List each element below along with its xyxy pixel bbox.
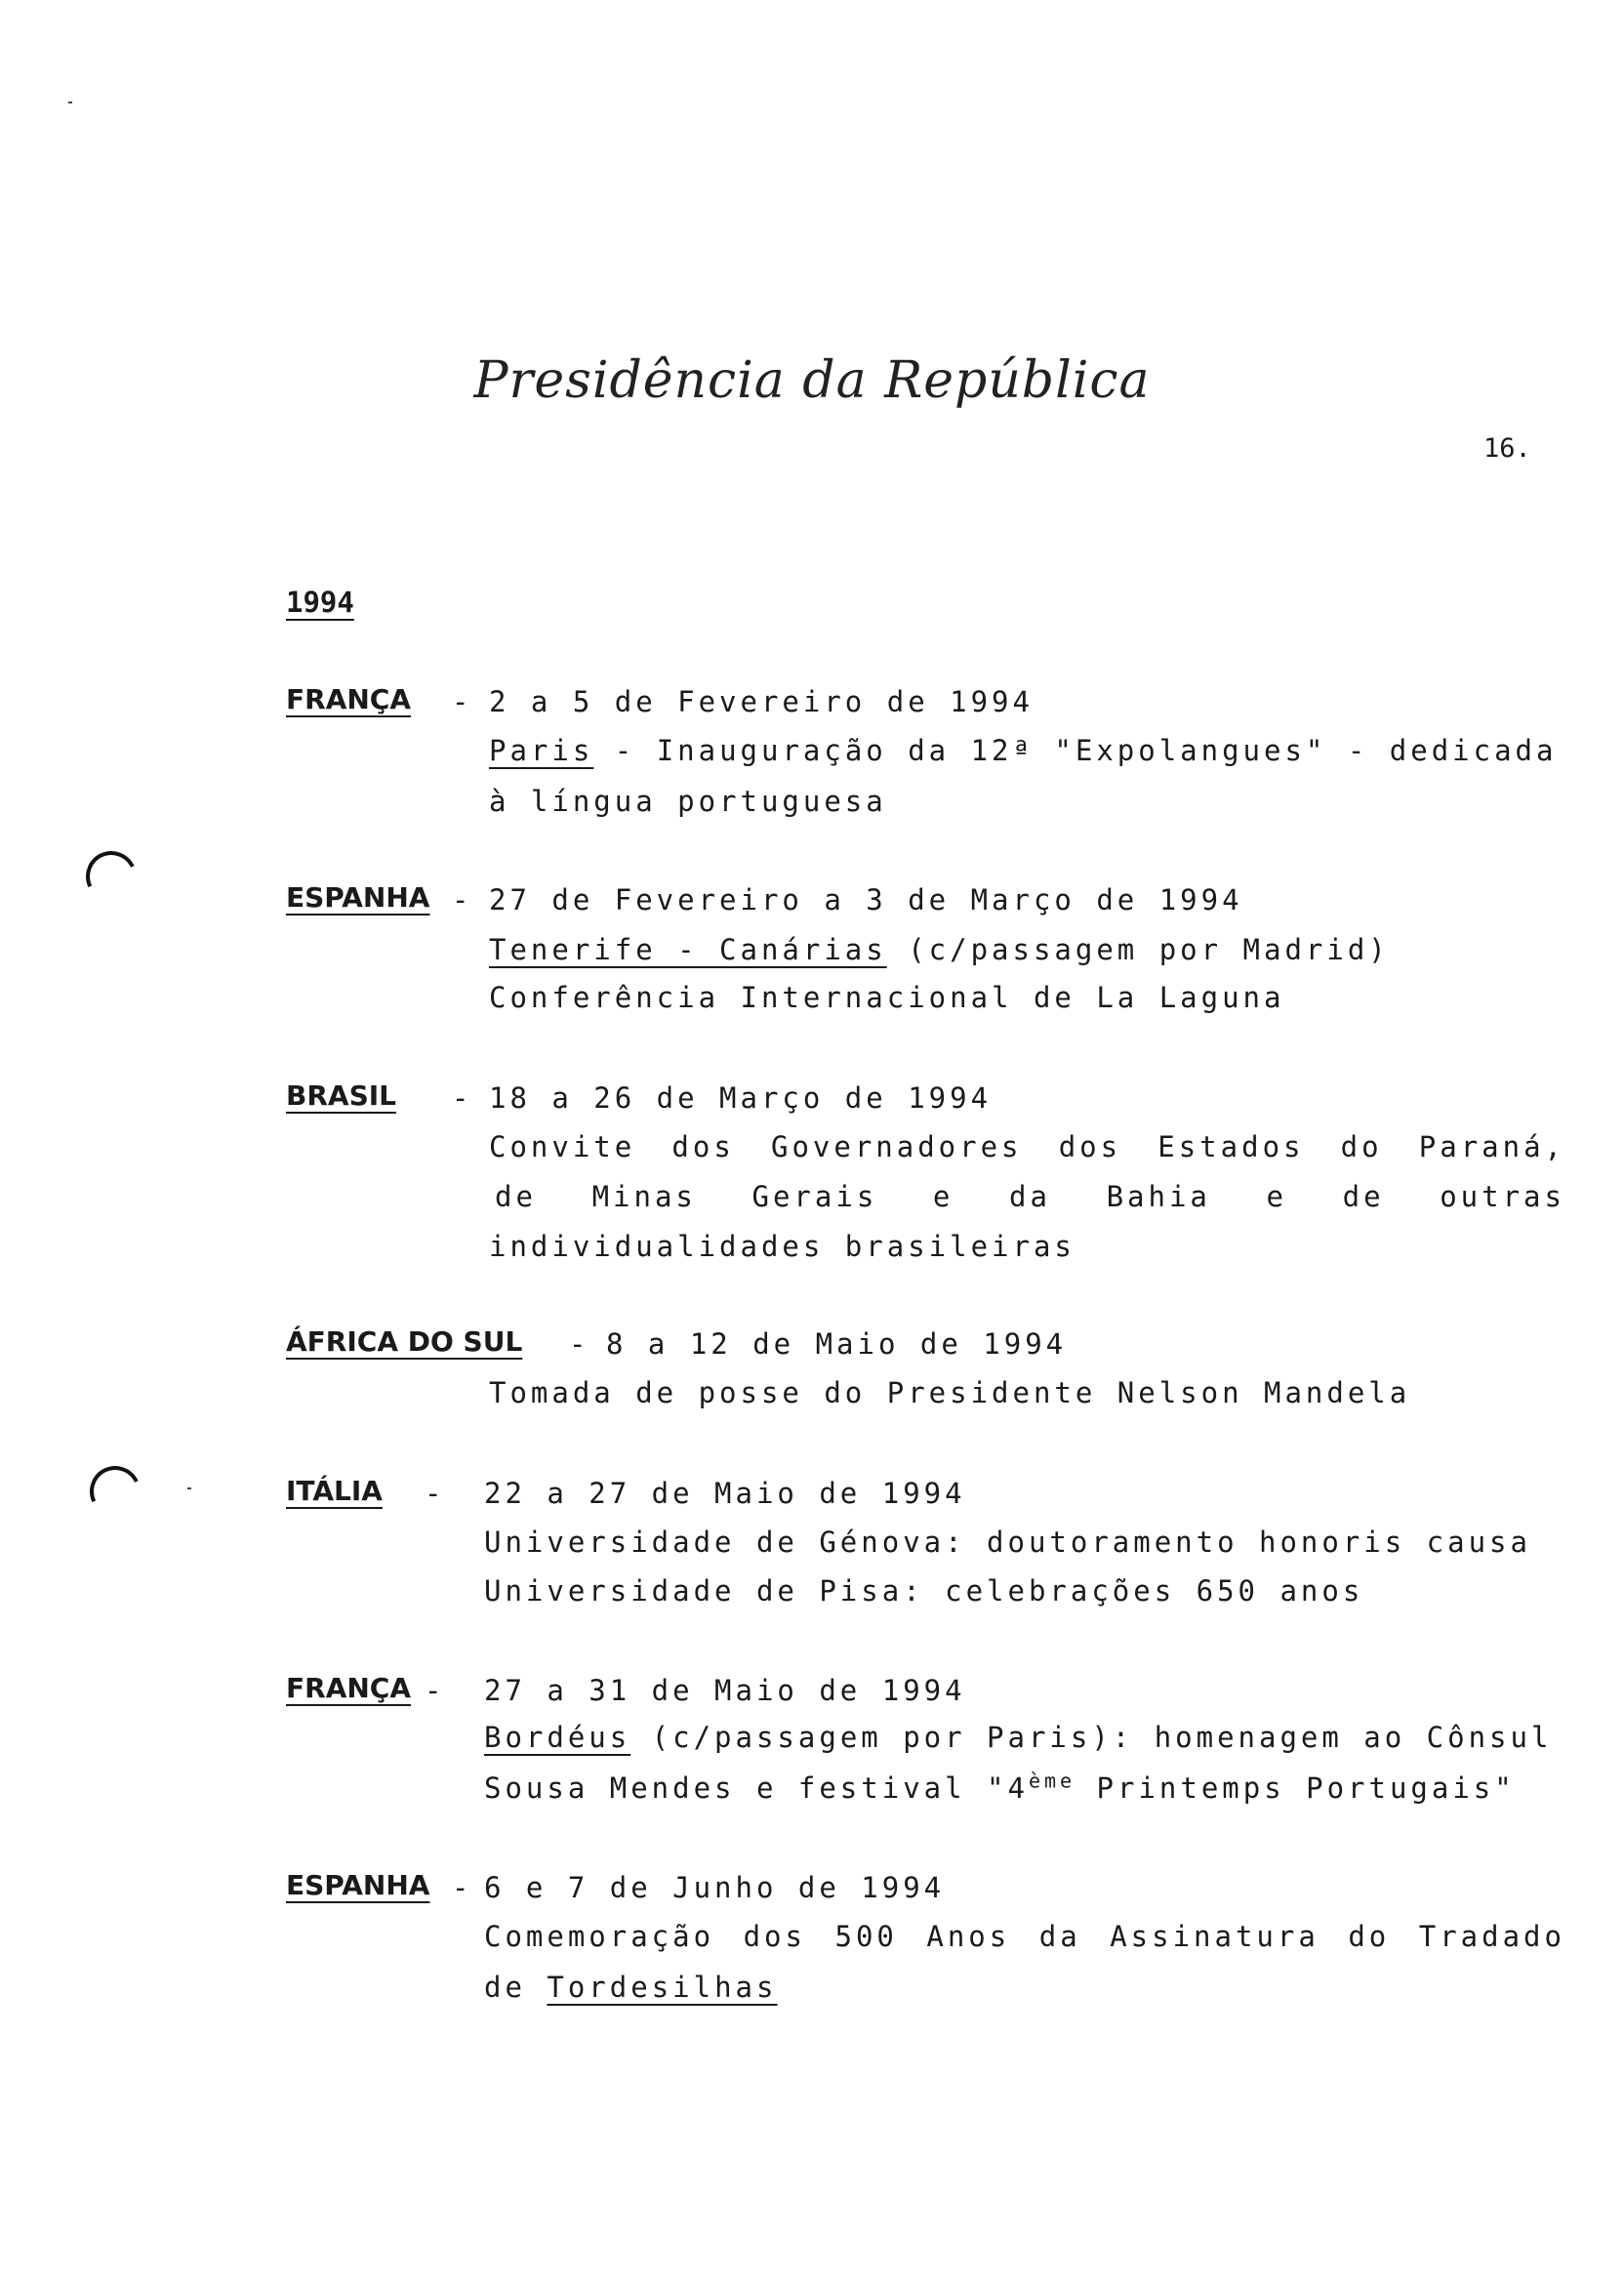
- page-number: 16.: [1483, 433, 1531, 464]
- country-name: FRANÇA: [286, 1672, 412, 1704]
- word: dos: [743, 1920, 806, 1953]
- word: Gerais: [751, 1180, 878, 1213]
- country-heading: [286, 881, 429, 914]
- trip-detail: de: [484, 1971, 548, 2004]
- word: de: [1342, 1180, 1385, 1213]
- word: e: [1266, 1180, 1288, 1213]
- country-heading: [286, 1079, 396, 1112]
- word: Convite: [489, 1130, 636, 1163]
- trip-detail-line: [495, 1180, 1565, 1213]
- country-heading: [286, 1475, 383, 1507]
- punch-mark-bottom: [83, 1459, 148, 1525]
- trip-detail-line: [484, 1771, 1516, 1805]
- word: da: [1009, 1180, 1051, 1213]
- trip-place: Tenerife - Canárias: [489, 933, 887, 966]
- trip-detail-line: [484, 1920, 1565, 1953]
- word: Estados: [1157, 1130, 1305, 1163]
- letterhead: Presidência da República: [473, 351, 1151, 410]
- word: dos: [1058, 1130, 1122, 1163]
- separator: -: [452, 685, 473, 718]
- trip-place: Paris: [489, 734, 594, 767]
- trip-detail-line: [484, 1971, 777, 2004]
- country-heading: [286, 683, 411, 715]
- country-name: ÁFRICA DO SUL: [286, 1325, 523, 1358]
- country-name: ESPANHA: [286, 881, 430, 914]
- trip-date: 27 de Fevereiro a 3 de Março de 1994: [489, 883, 1243, 916]
- word: Comemoração: [484, 1920, 715, 1953]
- punch-mark-top: [79, 844, 144, 910]
- trip-detail: (c/passagem por Paris): homenagem ao Cônsul: [630, 1721, 1553, 1754]
- separator: -: [425, 1674, 446, 1707]
- country-heading: [286, 1869, 429, 1901]
- word: Paraná,: [1418, 1130, 1565, 1163]
- trip-detail-line: [484, 1721, 1552, 1754]
- country-heading: [286, 1325, 522, 1358]
- word: Minas: [591, 1180, 697, 1213]
- trip-date: 6 e 7 de Junho de 1994: [484, 1871, 946, 1904]
- speck-mark: [68, 102, 72, 103]
- word: Bahia: [1106, 1180, 1211, 1213]
- country-name: FRANÇA: [286, 683, 412, 715]
- trip-detail: Sousa Mendes e festival "4: [484, 1771, 1029, 1805]
- word: de: [495, 1180, 537, 1213]
- trip-detail-line: Universidade de Génova: doutoramento honoris causa: [484, 1526, 1531, 1559]
- trip-place: Tordesilhas: [547, 1971, 778, 2004]
- year-heading: 1994: [286, 586, 354, 619]
- trip-detail: - Inauguração da 12ª "Expolangues" - dedicada: [593, 734, 1558, 767]
- trip-detail-line: Universidade de Pisa: celebrações 650 anos: [484, 1574, 1364, 1608]
- word: Anos: [926, 1920, 1011, 1953]
- trip-detail: Printemps Portugais": [1076, 1771, 1516, 1805]
- trip-detail-line: individualidades brasileiras: [489, 1230, 1076, 1263]
- trip-date: 27 a 31 de Maio de 1994: [484, 1674, 966, 1707]
- trip-date: 22 a 27 de Maio de 1994: [484, 1477, 966, 1510]
- word: Tradado: [1418, 1920, 1565, 1953]
- country-heading: [286, 1672, 411, 1704]
- word: Governadores: [770, 1130, 1023, 1163]
- trip-detail-line: Conferência Internacional de La Laguna: [489, 981, 1285, 1014]
- trip-date: 18 a 26 de Março de 1994: [489, 1081, 993, 1115]
- word: da: [1038, 1920, 1081, 1953]
- trip-place: Bordéus: [484, 1721, 631, 1754]
- trip-detail-line: [489, 933, 1390, 966]
- word: e: [932, 1180, 954, 1213]
- word: Assinatura: [1110, 1920, 1320, 1953]
- trip-detail-line: [489, 734, 1557, 767]
- trip-detail-line: Tomada de posse do Presidente Nelson Mandela: [489, 1376, 1411, 1409]
- word: dos: [671, 1130, 735, 1163]
- country-name: BRASIL: [286, 1079, 396, 1112]
- word: outras: [1440, 1180, 1565, 1213]
- separator: -: [452, 883, 473, 916]
- country-name: ITÁLIA: [286, 1475, 383, 1507]
- trip-detail: (c/passagem por Madrid): [886, 933, 1390, 966]
- word: do: [1340, 1130, 1383, 1163]
- country-name: ESPANHA: [286, 1869, 430, 1901]
- trip-detail-line: à língua portuguesa: [489, 785, 887, 818]
- trip-date: 2 a 5 de Fevereiro de 1994: [489, 685, 1034, 718]
- separator: -: [452, 1081, 473, 1115]
- separator: -: [569, 1327, 590, 1361]
- trip-date: 8 a 12 de Maio de 1994: [606, 1327, 1068, 1361]
- word: 500: [834, 1920, 898, 1953]
- superscript: ème: [1028, 1769, 1076, 1793]
- separator: -: [425, 1477, 446, 1510]
- word: do: [1348, 1920, 1391, 1953]
- speck-mark: [187, 1487, 191, 1489]
- separator: -: [452, 1871, 473, 1904]
- trip-detail-line: [489, 1130, 1565, 1163]
